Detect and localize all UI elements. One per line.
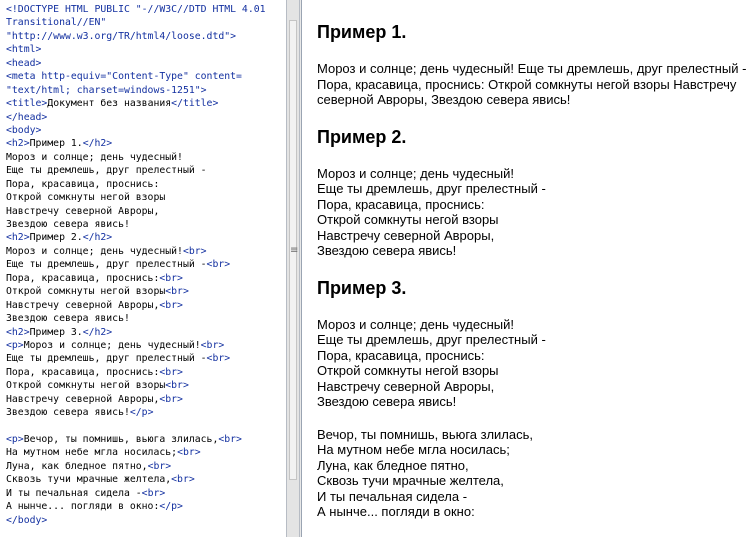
- design-preview-pane[interactable]: [301, 0, 746, 537]
- code-text-token: Пример 3.: [29, 326, 83, 338]
- code-tag-token: <br>: [159, 272, 183, 284]
- preview-heading: Пример 2.: [317, 126, 407, 147]
- code-tag-token: <h2>: [6, 326, 30, 338]
- code-line[interactable]: [6, 231, 286, 244]
- code-tag-token: "text/html; charset=windows-1251">: [6, 84, 207, 96]
- code-tag-token: <br>: [147, 460, 172, 472]
- code-tag-token: <br>: [206, 353, 231, 365]
- code-tag-token: </h2>: [82, 232, 113, 244]
- code-tag-token: </body>: [6, 514, 48, 526]
- code-text-token: Пора, красавица, проснись:: [6, 366, 160, 378]
- code-text-token: Пример 2.: [29, 232, 83, 244]
- code-text-token: Еще ты дремлешь, друг прелестный -: [6, 353, 207, 365]
- code-tag-token: <br>: [159, 366, 183, 378]
- code-tag-token: <br>: [165, 286, 189, 298]
- code-tag-token: <br>: [141, 487, 166, 499]
- preview-line: Мороз и солнце; день чудесный!: [317, 165, 515, 181]
- code-text-token: Навстречу северной Авроры,: [6, 205, 160, 217]
- code-line[interactable]: [6, 393, 286, 406]
- preview-paragraph: [317, 166, 617, 259]
- preview-line: Еще ты дремлешь, друг прелестный -: [317, 332, 546, 347]
- code-line[interactable]: [6, 191, 286, 204]
- code-line[interactable]: [6, 326, 286, 339]
- preview-line: Открой сомкнуты негой взоры: [317, 363, 499, 378]
- code-tag-token: <!DOCTYPE HTML PUBLIC "-//W3C//DTD HTML 4.01: [6, 4, 266, 15]
- code-tag-token: <head>: [6, 57, 42, 69]
- preview-paragraph: [317, 61, 746, 108]
- code-tag-token: </head>: [6, 111, 48, 123]
- code-line[interactable]: [6, 124, 286, 137]
- code-line[interactable]: [6, 30, 286, 43]
- code-line[interactable]: [6, 3, 286, 16]
- code-line[interactable]: [6, 16, 286, 29]
- code-line[interactable]: [6, 111, 286, 124]
- preview-line: На мутном небе мгла носилась;: [317, 442, 510, 457]
- preview-line: Мороз и солнце; день чудесный!: [317, 316, 515, 332]
- code-tag-token: <br>: [218, 434, 242, 445]
- code-line[interactable]: [6, 164, 286, 177]
- code-line[interactable]: [6, 218, 286, 231]
- preview-paragraph: [317, 427, 617, 520]
- code-text-token: Навстречу северной Авроры,: [6, 393, 160, 405]
- preview-line: Открой сомкнуты негой взоры: [317, 212, 499, 227]
- code-line[interactable]: [6, 151, 286, 164]
- preview-line: северной Авроры, Звездою севера явись!: [317, 92, 571, 107]
- code-tag-token: <br>: [159, 393, 183, 405]
- source-code-pane[interactable]: [0, 0, 300, 537]
- code-line[interactable]: [6, 285, 286, 298]
- code-line[interactable]: [6, 272, 286, 285]
- code-tag-token: <meta http-equiv="Content-Type" content=: [6, 71, 242, 83]
- preview-line: И ты печальная сидела -: [317, 488, 468, 504]
- code-text-token: Пример 1.: [29, 138, 83, 150]
- code-line[interactable]: [6, 137, 286, 150]
- code-tag-token: <br>: [171, 474, 195, 486]
- code-text-token: Пора, красавица, проснись:: [6, 272, 160, 284]
- code-line[interactable]: [6, 97, 286, 110]
- preview-heading: Пример 1.: [317, 22, 407, 42]
- code-line[interactable]: [6, 339, 286, 352]
- code-tag-token: <br>: [177, 447, 201, 459]
- preview-line: Пора, красавица, проснись:: [317, 196, 485, 212]
- preview-line: Звездою севера явись!: [317, 243, 457, 258]
- code-line[interactable]: [6, 84, 286, 97]
- code-text-token: Открой сомкнуты негой взоры: [6, 286, 166, 298]
- code-line[interactable]: [6, 446, 286, 459]
- preview-heading: Пример 3.: [317, 277, 407, 298]
- code-text-token: На мутном небе мгла носилась;: [6, 447, 178, 459]
- code-text-token: Мороз и солнце; день чудесный!: [6, 151, 183, 163]
- preview-line: Сквозь тучи мрачные желтела,: [317, 473, 504, 488]
- preview-line: Пора, красавица, проснись: Открой сомкнуты негой взоры Навстречу: [317, 76, 737, 92]
- code-tag-token: <br>: [159, 299, 183, 311]
- preview-line: Вечор, ты помнишь, вьюга злилась,: [317, 426, 533, 442]
- code-tag-token: <p>: [6, 434, 24, 445]
- preview-line: А нынче... погляди в окно:: [317, 504, 475, 519]
- code-tag-token: </p>: [129, 407, 154, 419]
- code-text-token: Луна, как бледное пятно,: [6, 460, 148, 472]
- splitter-grip-icon[interactable]: ≡: [290, 245, 299, 256]
- code-line[interactable]: [6, 258, 286, 271]
- code-line[interactable]: [6, 178, 286, 191]
- code-text-token: Вечор, ты помнишь, вьюга злилась,: [23, 434, 219, 445]
- code-line[interactable]: [6, 366, 286, 379]
- preview-paragraph: [317, 317, 617, 410]
- source-code-lines[interactable]: [6, 3, 286, 527]
- preview-line: Звездою севера явись!: [317, 394, 457, 409]
- code-line[interactable]: [6, 473, 286, 486]
- code-text-token: Документ без названия: [47, 98, 172, 110]
- code-text-token: Мороз и солнце; день чудесный!: [6, 245, 183, 257]
- code-tag-token: <html>: [6, 44, 42, 56]
- preview-line: Навстречу северной Авроры,: [317, 378, 495, 394]
- code-tag-token: <p>: [6, 339, 24, 351]
- code-tag-token: "http://www.w3.org/TR/html4/loose.dtd">: [6, 30, 237, 42]
- code-line[interactable]: [6, 379, 286, 392]
- code-text-token: Звездою севера явись!: [6, 313, 130, 325]
- code-line[interactable]: [6, 312, 286, 325]
- code-tag-token: </p>: [159, 501, 183, 513]
- code-line[interactable]: [6, 70, 286, 83]
- code-tag-token: </title>: [171, 98, 219, 110]
- code-line[interactable]: [6, 460, 286, 473]
- code-text-token: А нынче... погляди в окно:: [6, 501, 160, 513]
- pane-splitter[interactable]: [286, 0, 300, 537]
- code-line[interactable]: [6, 500, 286, 513]
- code-text-token: Открой сомкнуты негой взоры: [6, 192, 166, 204]
- code-line[interactable]: [6, 352, 286, 365]
- code-line[interactable]: [6, 487, 286, 500]
- code-text-token: Звездою севера явись!: [6, 407, 130, 419]
- code-text-token: Открой сомкнуты негой взоры: [6, 380, 166, 392]
- preview-line: Мороз и солнце; день чудесный! Еще ты дремлешь, друг прелестный -: [317, 61, 746, 76]
- code-text-token: Мороз и солнце; день чудесный!: [23, 339, 201, 351]
- code-tag-token: <br>: [182, 245, 207, 257]
- code-tag-token: <br>: [165, 380, 189, 392]
- code-text-token: Пора, красавица, проснись:: [6, 178, 160, 190]
- code-text-token: Звездою севера явись!: [6, 219, 130, 230]
- code-text-token: Сквозь тучи мрачные желтела,: [6, 474, 172, 486]
- code-tag-token: <br>: [200, 339, 225, 351]
- code-line[interactable]: [6, 57, 286, 70]
- code-tag-token: Transitional//EN": [6, 17, 107, 29]
- code-tag-token: <br>: [206, 259, 231, 271]
- code-text-token: Еще ты дремлешь, друг прелестный -: [6, 259, 207, 271]
- preview-line: Навстречу северной Авроры,: [317, 227, 495, 243]
- code-text-token: И ты печальная сидела -: [6, 487, 142, 499]
- code-line[interactable]: [6, 420, 286, 433]
- preview-line: Еще ты дремлешь, друг прелестный -: [317, 181, 546, 196]
- code-tag-token: </h2>: [82, 326, 113, 338]
- code-text-token: Еще ты дремлешь, друг прелестный -: [6, 165, 207, 177]
- code-line[interactable]: [6, 514, 286, 527]
- rendered-page: [317, 20, 746, 520]
- code-tag-token: <body>: [6, 124, 42, 136]
- preview-line: Пора, красавица, проснись:: [317, 347, 485, 363]
- code-tag-token: </h2>: [82, 138, 113, 150]
- code-line[interactable]: [6, 406, 286, 419]
- code-tag-token: <title>: [6, 98, 48, 110]
- code-line[interactable]: [6, 205, 286, 218]
- preview-line: Луна, как бледное пятно,: [317, 457, 469, 473]
- code-line[interactable]: [6, 433, 286, 446]
- code-line[interactable]: [6, 245, 286, 258]
- code-tag-token: <h2>: [6, 232, 30, 244]
- code-text-token: Навстречу северной Авроры,: [6, 299, 160, 311]
- code-line[interactable]: [6, 299, 286, 312]
- code-line[interactable]: [6, 43, 286, 56]
- code-tag-token: <h2>: [6, 138, 30, 150]
